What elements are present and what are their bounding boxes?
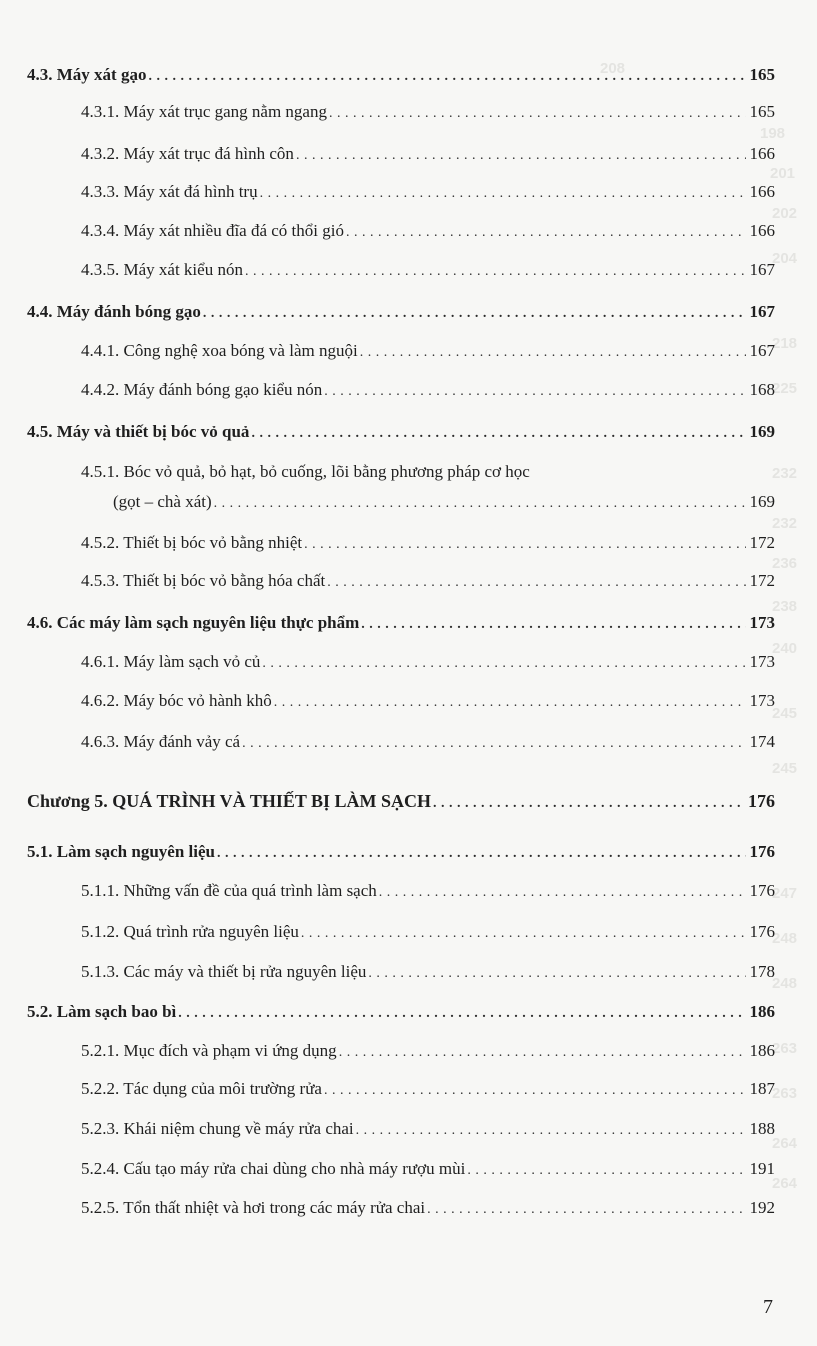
leader-dots (262, 653, 745, 675)
toc-entry[interactable] (81, 961, 775, 985)
toc-entry[interactable] (81, 1040, 775, 1064)
leader-dots (327, 572, 745, 594)
toc-entry[interactable] (27, 64, 775, 88)
leader-dots (329, 103, 746, 125)
toc-entry-page: 173 (749, 613, 775, 632)
toc-entry-page: 166 (749, 221, 775, 240)
toc-entry[interactable] (27, 421, 775, 445)
toc-entry[interactable] (81, 181, 775, 205)
toc-entry-page: 169 (749, 422, 775, 441)
show-through-text: 264 (772, 1135, 798, 1152)
toc-entry-page: 178 (749, 962, 775, 981)
toc-entry-page: 169 (749, 492, 775, 511)
toc-entry[interactable] (81, 1078, 775, 1102)
leader-dots (324, 1080, 746, 1102)
leader-dots (356, 1120, 746, 1142)
show-through-text: 218 (772, 335, 798, 352)
show-through-text: 202 (772, 205, 798, 222)
toc-entry-title: 4.3.2. Máy xát trục đá hình côn (81, 144, 294, 163)
leader-dots (274, 692, 746, 714)
toc-entry-page: 187 (749, 1079, 775, 1098)
toc-entry-page: 166 (749, 144, 775, 163)
leader-dots (251, 423, 745, 445)
leader-dots (203, 303, 746, 325)
leader-dots (360, 342, 746, 364)
toc-entry-page: 174 (749, 732, 775, 751)
leader-dots (379, 882, 746, 904)
toc-entry-page: 173 (749, 691, 775, 710)
toc-entry-title: 4.6.1. Máy làm sạch vỏ củ (81, 652, 261, 671)
toc-entry-page: 167 (749, 260, 775, 279)
toc-entry-page: 176 (749, 881, 775, 900)
leader-dots (242, 733, 745, 755)
toc-entry-page: 165 (749, 65, 775, 84)
toc-entry-title: 5.2.5. Tổn thất nhiệt và hơi trong các máy rửa chai (81, 1198, 426, 1217)
leader-dots (339, 1042, 746, 1064)
show-through-text: 232 (772, 515, 798, 532)
toc-entry[interactable] (113, 491, 775, 515)
toc-entry[interactable] (81, 259, 775, 283)
toc-entry-title: 5.2.1. Mục đích và phạm vi ứng dụng (81, 1041, 337, 1060)
toc-entry-page: 192 (749, 1198, 775, 1217)
toc-entry[interactable] (81, 340, 775, 364)
toc-entry[interactable] (81, 651, 775, 675)
show-through-text: 248 (772, 975, 798, 992)
leader-dots (217, 843, 746, 865)
toc-entry-page: 186 (749, 1002, 775, 1021)
leader-dots (304, 534, 745, 556)
toc-entry-page: 167 (749, 302, 775, 321)
toc-entry[interactable] (27, 1001, 775, 1025)
toc-entry-page: 176 (749, 842, 775, 861)
leader-dots (245, 261, 746, 283)
show-through-text: 236 (772, 555, 798, 572)
toc-entry-page: 186 (749, 1041, 775, 1060)
toc-entry[interactable] (81, 1118, 775, 1142)
toc-entry[interactable] (81, 570, 775, 594)
toc-entry[interactable] (81, 143, 775, 167)
show-through-text: 201 (770, 165, 796, 182)
show-through-text: 245 (772, 760, 798, 777)
toc-entry-title: Chương 5. QUÁ TRÌNH VÀ THIẾT BỊ LÀM SẠCH (27, 791, 432, 811)
toc-entry[interactable] (81, 379, 775, 403)
toc-entry-title: 4.5. Máy và thiết bị bóc vỏ quả (27, 422, 250, 441)
leader-dots (301, 923, 746, 945)
toc-entry-page: 167 (749, 341, 775, 360)
toc-entry[interactable] (81, 1197, 775, 1221)
show-through-text: 263 (772, 1040, 798, 1057)
toc-entry-title: 4.3.5. Máy xát kiểu nón (81, 260, 243, 279)
toc-entry-page: 176 (749, 922, 775, 941)
leader-dots (467, 1160, 745, 1182)
toc-entry-page: 173 (749, 652, 775, 671)
toc-entry[interactable] (81, 690, 775, 714)
show-through-text: 238 (772, 598, 798, 615)
toc-entry-title: 4.6.3. Máy đánh vảy cá (81, 732, 241, 751)
toc-entry-title: 5.1.1. Những vấn đề của quá trình làm sạch (81, 881, 377, 900)
toc-entry-title: 4.6. Các máy làm sạch nguyên liệu thực phẩm (27, 613, 360, 632)
toc-entry-title: 4.3.1. Máy xát trục gang nằm ngang (81, 102, 327, 121)
toc-entry-title: 4.3.3. Máy xát đá hình trụ (81, 182, 258, 201)
toc-entry-page: 176 (748, 791, 775, 811)
leader-dots (433, 793, 744, 815)
toc-entry-page: 165 (749, 102, 775, 121)
show-through-text: 248 (772, 930, 798, 947)
toc-entry-page: 172 (749, 533, 775, 552)
toc-entry-title: 4.5.3. Thiết bị bóc vỏ bằng hóa chất (81, 571, 326, 590)
toc-entry-title: 5.1. Làm sạch nguyên liệu (27, 842, 215, 861)
toc-entry[interactable] (81, 1158, 775, 1182)
leader-dots (361, 614, 745, 636)
toc-entry-title: 5.2. Làm sạch bao bì (27, 1002, 177, 1021)
toc-entry-title: 5.1.3. Các máy và thiết bị rửa nguyên liệu (81, 962, 367, 981)
toc-entry-page: 188 (749, 1119, 775, 1138)
toc-entry[interactable] (81, 220, 775, 244)
leader-dots (214, 493, 746, 515)
toc-entry[interactable] (27, 612, 775, 636)
show-through-text: 225 (772, 380, 798, 397)
show-through-text: 208 (600, 60, 626, 77)
page-number: 7 (763, 1296, 773, 1318)
toc-entry[interactable] (81, 101, 775, 125)
toc-entry-title: 5.1.2. Quá trình rửa nguyên liệu (81, 922, 299, 941)
toc-entry-title: 4.3.4. Máy xát nhiều đĩa đá có thổi gió (81, 221, 344, 240)
toc-entry[interactable] (81, 731, 775, 755)
show-through-text: 263 (772, 1085, 798, 1102)
toc-entry-title-continued: (gọt – chà xát) (113, 492, 212, 511)
toc-chapter-entry[interactable] (27, 790, 775, 815)
toc-entry[interactable] (81, 532, 775, 556)
leader-dots (296, 145, 746, 167)
toc-entry-page: 166 (749, 182, 775, 201)
toc-entry[interactable] (27, 841, 775, 865)
toc-entry-title: 5.2.3. Khái niệm chung về máy rửa chai (81, 1119, 354, 1138)
show-through-text: 240 (772, 640, 798, 657)
leader-dots (148, 66, 745, 88)
leader-dots (260, 183, 746, 205)
toc-entry-title: 4.3. Máy xát gạo (27, 65, 147, 84)
toc-entry-title: 4.5.2. Thiết bị bóc vỏ bằng nhiệt (81, 533, 303, 552)
show-through-text: 245 (772, 705, 798, 722)
show-through-text: 198 (760, 125, 786, 142)
toc-entry-title: 5.2.4. Cấu tạo máy rửa chai dùng cho nhà máy rượu mùi (81, 1159, 466, 1178)
toc-entry[interactable] (81, 880, 775, 904)
leader-dots (178, 1003, 745, 1025)
show-through-text: 247 (772, 885, 798, 902)
leader-dots (427, 1199, 745, 1221)
toc-entry[interactable] (81, 921, 775, 945)
show-through-text: 232 (772, 465, 798, 482)
toc-entry-title[interactable]: 4.5.1. Bóc vỏ quả, bỏ hạt, bỏ cuống, lõi bằng phương pháp cơ học (81, 462, 530, 481)
toc-entry-title: 5.2.2. Tác dụng của môi trường rửa (81, 1079, 322, 1098)
toc-entry-title: 4.4. Máy đánh bóng gạo (27, 302, 201, 321)
leader-dots (346, 222, 746, 244)
show-through-text: 264 (772, 1175, 798, 1192)
toc-entry-title: 4.6.2. Máy bóc vỏ hành khô (81, 691, 272, 710)
toc-entry-page: 191 (749, 1159, 775, 1178)
leader-dots (368, 963, 745, 985)
toc-entry-page: 168 (749, 380, 775, 399)
toc-entry[interactable] (27, 301, 775, 325)
leader-dots (324, 381, 745, 403)
show-through-text: 204 (772, 250, 798, 267)
toc-entry-page: 172 (749, 571, 775, 590)
toc-entry-title: 4.4.1. Công nghệ xoa bóng và làm nguội (81, 341, 358, 360)
toc-entry-title: 4.4.2. Máy đánh bóng gạo kiểu nón (81, 380, 323, 399)
